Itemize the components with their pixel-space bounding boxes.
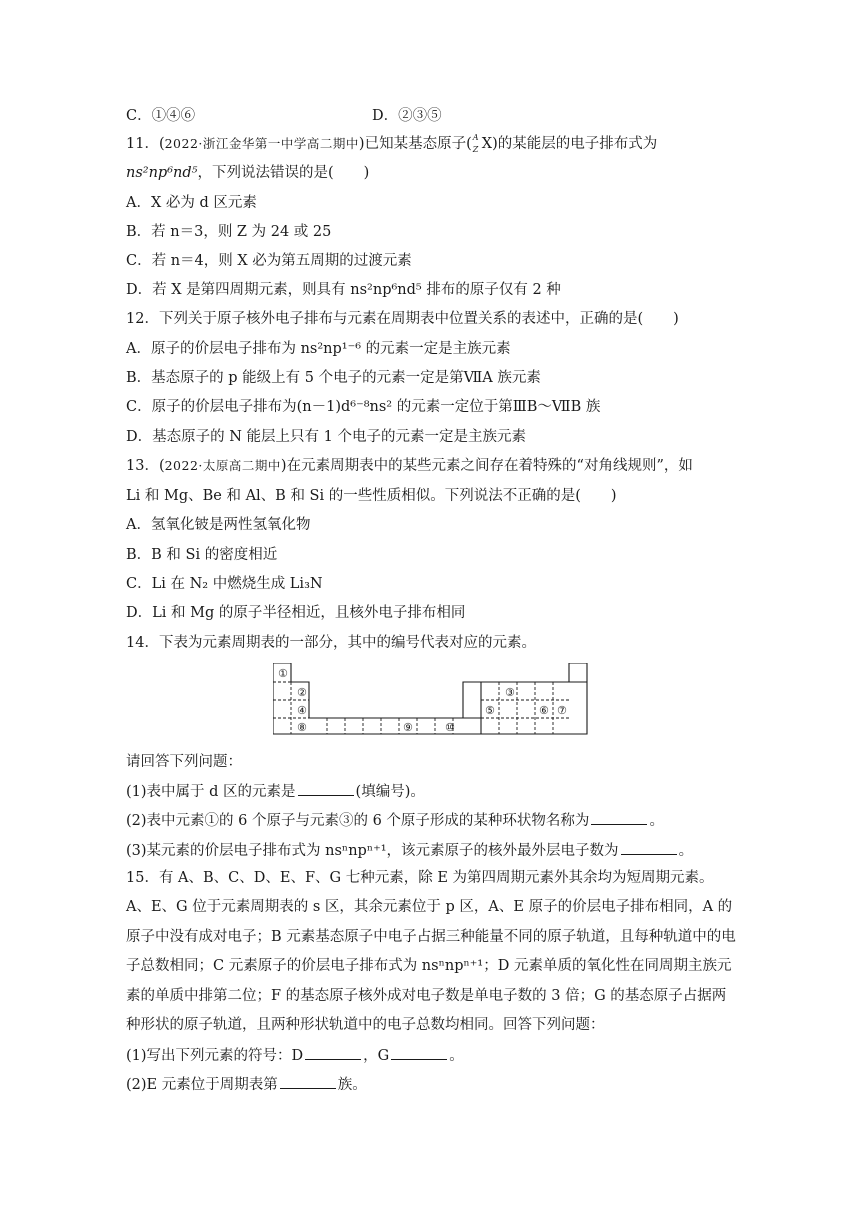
q11-nuclide-notation bbox=[472, 134, 482, 154]
pt-label-4: ④ bbox=[297, 704, 307, 717]
pt-label-6: ⑥ bbox=[539, 704, 549, 717]
q13-option-d: D．Li 和 Mg 的原子半径相近，且核外电子排布相同 bbox=[126, 605, 466, 621]
q11-stem-text-d: ) bbox=[363, 165, 370, 181]
q15-sub-1-text: (1)写出下列元素的符号：D bbox=[126, 1048, 304, 1064]
q11-stem-line2 bbox=[126, 163, 369, 183]
q10-option-d: D．②③⑤ bbox=[372, 108, 442, 124]
q13-stem-text-a: )在元素周期表中的某些元素之间存在着特殊的“对角线规则”，如 bbox=[280, 458, 693, 474]
q11-source: 2022·浙江金华第一中学高二期中 bbox=[164, 136, 359, 151]
q11-number: 11．( bbox=[126, 136, 165, 152]
q12-stem-end: ) bbox=[673, 311, 679, 327]
pt-label-7: ⑦ bbox=[557, 704, 567, 717]
q14-sub-3-text: (3)某元素的价层电子排布式为 nsⁿnpⁿ⁺¹，该元素原子的核外最外层电子数为 bbox=[126, 843, 619, 859]
q13-option-b: B．B 和 Si 的密度相近 bbox=[126, 547, 278, 563]
q11-option-d: D．若 X 是第四周期元素，则具有 ns²np⁶nd⁵ 排布的原子仅有 2 种 bbox=[126, 282, 561, 298]
q11-nuclide-number: Z bbox=[472, 145, 479, 154]
q15-stem: 15．有 A、B、C、D、E、F、G 七种元素，除 E 为第四周期元素外其余均为短周期元素。A、E、G 位于元素周期表的 s 区，其余元素位于 p 区，A、E 原子的价层电子排布相同，A 的原子中没有成对电子；B 元素基态原子中电子占据三种能量不同的原子轨道，且每种轨道中的电子总数相同；C 元素原子的价层电子排布式为 nsⁿnpⁿ⁺¹；D 元素单质的氧化性在同周期主族元素的单质中排第二位；F 的基态原子核外成对电子数是单电子数的 3 倍；G 的基态原子占据两种形状的原子轨道，且两种形状轨道中的电子总数均相同。回答下列问题： bbox=[126, 870, 736, 1034]
q15-sub-1-end: 。 bbox=[449, 1048, 464, 1064]
q12-option-b: B．基态原子的 p 能级上有 5 个电子的元素一定是第ⅦA 族元素 bbox=[126, 370, 541, 386]
q13-source: 2022·太原高二期中 bbox=[164, 458, 281, 473]
q12-stem bbox=[126, 309, 679, 329]
pt-label-9: ⑨ bbox=[403, 721, 413, 734]
q12-stem-text: 12．下列关于原子核外电子排布与元素在周期表中位置关系的表述中，正确的是( bbox=[126, 311, 644, 327]
answer-blank[interactable] bbox=[298, 781, 354, 796]
q12-option-a: A．原子的价层电子排布为 ns²np¹⁻⁶ 的元素一定是主族元素 bbox=[126, 341, 511, 357]
q15-sub-1-mid: ，G bbox=[363, 1048, 390, 1064]
q14-sub-2-text: (2)表中元素①的 6 个原子与元素③的 6 个原子形成的某种环状物名称为 bbox=[126, 813, 590, 829]
answer-blank[interactable] bbox=[391, 1045, 447, 1060]
q14-sub-1 bbox=[126, 781, 425, 802]
q12-option-c: C．原子的价层电子排布为(n－1)d⁶⁻⁸ns² 的元素一定位于第ⅢB～ⅦB 族 bbox=[126, 399, 601, 415]
periodic-table-outline bbox=[273, 663, 587, 734]
q11-nuclide-mass: A bbox=[472, 133, 479, 142]
q13-option-a: A．氢氧化铍是两性氢氧化物 bbox=[126, 517, 311, 533]
answer-blank[interactable] bbox=[621, 840, 677, 855]
q15-sub-2-text: (2)E 元素位于周期表第 bbox=[126, 1077, 278, 1093]
pt-label-2: ② bbox=[297, 686, 307, 699]
q13-number: 13．( bbox=[126, 458, 165, 474]
q14-sub-1-end: (填编号)。 bbox=[355, 784, 425, 800]
q14-sub-3-end: 。 bbox=[678, 843, 694, 859]
pt-label-1: ① bbox=[278, 667, 288, 680]
pt-label-5: ⑤ bbox=[485, 704, 495, 717]
periodic-table-labels bbox=[278, 667, 567, 734]
q11-stem-text-b: )的某能层的电子排布式为 bbox=[492, 136, 658, 152]
q15-sub-2 bbox=[126, 1074, 367, 1095]
q12-option-d: D．基态原子的 N 能层上只有 1 个电子的元素一定是主族元素 bbox=[126, 429, 526, 445]
q13-stem-text-b: Li 和 Mg、Be 和 Al、B 和 Si 的一些性质相似。下列说法不正确的是( bbox=[126, 488, 581, 504]
periodic-table-fragment bbox=[273, 663, 589, 741]
q13-stem-line1 bbox=[126, 456, 693, 476]
q11-config: ns²np⁶nd⁵ bbox=[126, 165, 198, 181]
periodic-table-grid bbox=[273, 682, 569, 734]
answer-blank[interactable] bbox=[305, 1045, 361, 1060]
q13-stem-line2 bbox=[126, 486, 617, 506]
q11-option-c: C．若 n＝4，则 X 必为第五周期的过渡元素 bbox=[126, 253, 412, 269]
pt-label-10: ⑩ bbox=[445, 721, 455, 734]
q11-stem-text-c: ，下列说法错误的是( bbox=[197, 165, 334, 181]
q15-sub-1 bbox=[126, 1045, 464, 1066]
q13-option-c: C．Li 在 N₂ 中燃烧生成 Li₃N bbox=[126, 576, 323, 592]
q15-sub-2-end: 族。 bbox=[337, 1077, 367, 1093]
q14-sub-2 bbox=[126, 810, 664, 831]
q11-nuclide-symbol: X bbox=[481, 136, 493, 152]
q14-sub-3 bbox=[126, 840, 693, 861]
pt-label-8: ⑧ bbox=[297, 721, 307, 734]
q14-sub-1-text: (1)表中属于 d 区的元素是 bbox=[126, 784, 296, 800]
answer-blank[interactable] bbox=[591, 810, 647, 825]
pt-label-3: ③ bbox=[505, 686, 515, 699]
answer-blank[interactable] bbox=[280, 1074, 336, 1089]
q14-prompt: 请回答下列问题： bbox=[126, 754, 242, 770]
q11-option-b: B．若 n＝3，则 Z 为 24 或 25 bbox=[126, 224, 332, 240]
q11-option-a: A．X 必为 d 区元素 bbox=[126, 195, 257, 211]
q14-sub-2-end: 。 bbox=[649, 813, 664, 829]
q14-stem: 14．下表为元素周期表的一部分，其中的编号代表对应的元素。 bbox=[126, 635, 536, 651]
q10-option-c: C．①④⑥ bbox=[126, 108, 196, 124]
q13-stem-text-c: ) bbox=[610, 488, 617, 504]
q11-stem-text-a: )已知某基态原子( bbox=[358, 136, 472, 152]
q11-stem-line1 bbox=[126, 134, 657, 154]
